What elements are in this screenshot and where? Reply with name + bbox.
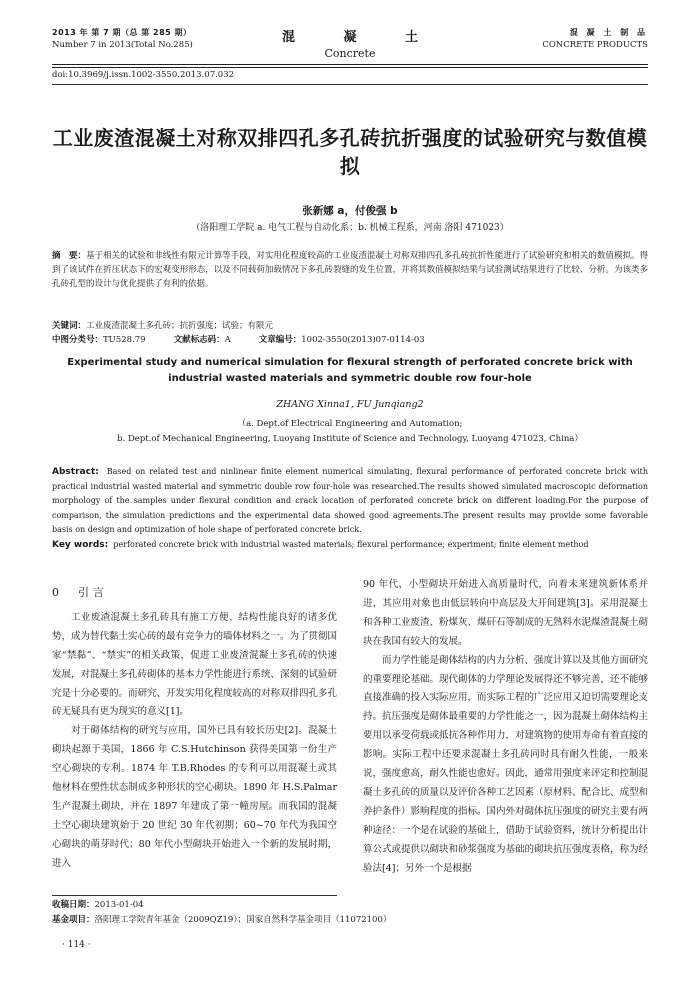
received-value: 2013-01-04 bbox=[94, 900, 144, 910]
metadata-zh bbox=[52, 319, 648, 347]
authors-zh: 张新娜 a，付俊强 b bbox=[302, 205, 398, 217]
paragraph: 工业废渣混凝土多孔砖具有施工方便、结构性能良好的诸多优势，成为替代黏土实心砖的最有竞争力的墙体材料之一。为了贯彻国家“禁黏”、“禁实”的相关政策，促进工业废渣混凝土多孔砖的快速发展，对混凝土多孔砖砌体的基本力学性能进行系统、深刻的试验研究是十分必要的。而研究、开发实用化程度较高的对称双排四孔多孔砖无疑具有更为现实的意义[1]。 bbox=[52, 611, 338, 718]
doi: doi:10.3969/j.issn.1002-3550.2013.07.032 bbox=[52, 70, 235, 80]
abstract-zh-label: 摘 要： bbox=[52, 251, 87, 261]
fund-label: 基金项目： bbox=[52, 915, 95, 925]
received-label: 收稿日期： bbox=[52, 900, 95, 910]
section-heading: 0 引言 bbox=[52, 586, 108, 599]
fund-value: 洛阳理工学院青年基金（2009QZ19）；国家自然科学基金项目（11072100） bbox=[94, 915, 392, 925]
section-info bbox=[542, 26, 648, 52]
affiliation-en bbox=[52, 417, 648, 447]
received-date bbox=[52, 898, 652, 913]
section-en: CONCRETE PRODUCTS bbox=[542, 40, 648, 50]
affiliation-en-b: b. Dept.of Mechanical Engineering, Luoyang Institute of Science and Technology, Luoyang 471023, China） bbox=[117, 434, 583, 444]
fund-info bbox=[52, 913, 652, 928]
header-rule bbox=[52, 64, 648, 65]
paragraph: 而力学性能是砌体结构的内力分析、强度计算以及其他方面研究的重要理论基础。现代砌体的力学理论发展得还不够完善，还不能够直接准确的投入实际应用，而实际工程的广泛应用又迫切需要理论支持。抗压强度是砌体最重要的力学性能之一，因为混凝土砌体结构主要用以承受荷载或抵抗各种作用力，对建筑物的使用寿命有着直接的影响。实际工程中还要求混凝土多孔砖同时具有耐久性能，一般来说，强度愈高，耐久性能也愈好。因此，通常用强度来评定和控制混凝土多孔砖的质量以及评价各种工艺因素（原材料、配合比、成型和养护条件）影响程度的指标。国内外对砌体抗压强度的研究主要有两种途径：一个是在试验的基础上，借助于试验资料，统计分析提出计算公式或提供以砌块和砂浆强度为基础的砌块抗压强度表格，称为经验法[4]；另外一个是根据 bbox=[363, 654, 649, 874]
abstract-en-text: Based on related test and ninlinear finite element numerical simulating, flexural performance of perforated concrete brick with practical industrial wasted material and symmetric double row four-hole was researched.The results showed simulated macroscopic deformation morphology of the samples under flexural condition and crack location of perforated concrete brick on different loading.For the purpose of comparison, the simulation predictions and the experimental data showed good agreements.The present results may provide some favorable basis on design and optimization of hole shape of perforated concrete brick. bbox=[52, 467, 648, 534]
keywords-en bbox=[52, 538, 648, 552]
body-column-left bbox=[52, 576, 337, 874]
issue-en: Number 7 in 2013(Total No.285) bbox=[52, 40, 193, 50]
keywords-en-text: perforated concrete brick with industrial wasted materials; flexural performance; experiment; finite element method bbox=[113, 540, 589, 549]
authors-en: ZHANG Xinna1, FU Junqiang2 bbox=[276, 399, 424, 410]
keywords-zh-text: 工业废渣混凝土多孔砖；抗折强度；试验；有限元 bbox=[86, 321, 274, 331]
issue-zh: 2013 年 第 7 期（总 第 285 期） bbox=[52, 28, 192, 37]
article-number-label: 文章编号： bbox=[258, 335, 302, 345]
body-column-right bbox=[363, 576, 648, 879]
abstract-en-label: Abstract: bbox=[52, 467, 99, 477]
journal-name-en: Concrete bbox=[324, 47, 376, 60]
paragraph: 对于砌体结构的研究与应用，国外已具有较长历史[2]。混凝土砌块起源于美国，1866 年 C.S.Hutchinson 获得美国第一份生产空心砌块的专利。1874 年 T.B.Rhodes 的专利可以用混凝土或其他材料在塑性状态制成多种形状的空心砌块。1890 年 H.S.Palmar 生产混凝土砌块，并在 1897 年建成了第一幢房屋。而我国的混凝土空心砌块建筑始于 20 世纪 30 年代初期；60~70 年代为我国空心砌块的萌芽时代；80 年代小型砌块开始进入一个新的发展时期，进入 bbox=[52, 725, 337, 869]
article-title-en: Experimental study and numerical simulation for flexural strength of perforated concrete brick with industrial wasted materials and symmetric double row four-hole bbox=[67, 357, 633, 384]
page-header bbox=[52, 26, 648, 62]
doc-code-label: 文献标志码： bbox=[173, 335, 225, 345]
keywords-zh-label: 关键词： bbox=[52, 321, 87, 331]
clc-value: TU528.79 bbox=[103, 335, 146, 345]
article-number-value: 1002-3550(2013)07-0114-03 bbox=[301, 335, 425, 345]
paragraph: 90 年代，小型砌块开始进入高质量时代，向着未来建筑新体系并进，其应用对象也由低层转向中高层及大开间建筑[3]。采用混凝土和各种工业废渣、粉煤灰、煤矸石等制成的无熟料水泥煤渣混凝土砌块在我国有较大的发展。 bbox=[363, 579, 649, 647]
header-rule-thin bbox=[52, 67, 648, 68]
affiliation-zh: （洛阳理工学院 a. 电气工程与自动化系；b. 机械工程系，河南 洛阳 471023） bbox=[191, 223, 509, 233]
classification-line bbox=[52, 333, 648, 347]
keywords-en-label: Key words: bbox=[52, 540, 109, 550]
affiliation-en-a: （a. Dept.of Electrical Engineering and Automation; bbox=[237, 419, 463, 429]
keywords-zh bbox=[52, 319, 648, 333]
abstract-zh-text: 基于相关的试验和非线性有限元计算等手段，对实用化程度较高的工业废渣混凝土对称双排四孔多孔砖抗折性能进行了试验研究和相关的数值模拟。得到了该试件在折压状态下的宏观变形形态，以及不同载荷加载情况下多孔砖裂缝的发生位置，并将其数值模拟结果与试验测试结果进行了比较、分析。为该类多孔砖孔型的设计与优化提供了有利的依据。 bbox=[52, 251, 648, 289]
page-number: · 114 · bbox=[62, 940, 91, 950]
clc-label: 中图分类号： bbox=[52, 335, 104, 345]
abstract-zh bbox=[52, 249, 648, 291]
abstract-en bbox=[52, 465, 648, 538]
section-zh: 混 凝 土 制 品 bbox=[569, 28, 648, 37]
footnotes bbox=[52, 898, 652, 928]
doc-code-value: A bbox=[224, 335, 231, 345]
article-title-zh: 工业废渣混凝土对称双排四孔多孔砖抗折强度的试验研究与数值模拟 bbox=[52, 126, 648, 178]
journal-name-zh: 混 凝 土 bbox=[281, 30, 441, 45]
doi-rule bbox=[52, 84, 648, 85]
footnote-rule bbox=[52, 895, 337, 896]
